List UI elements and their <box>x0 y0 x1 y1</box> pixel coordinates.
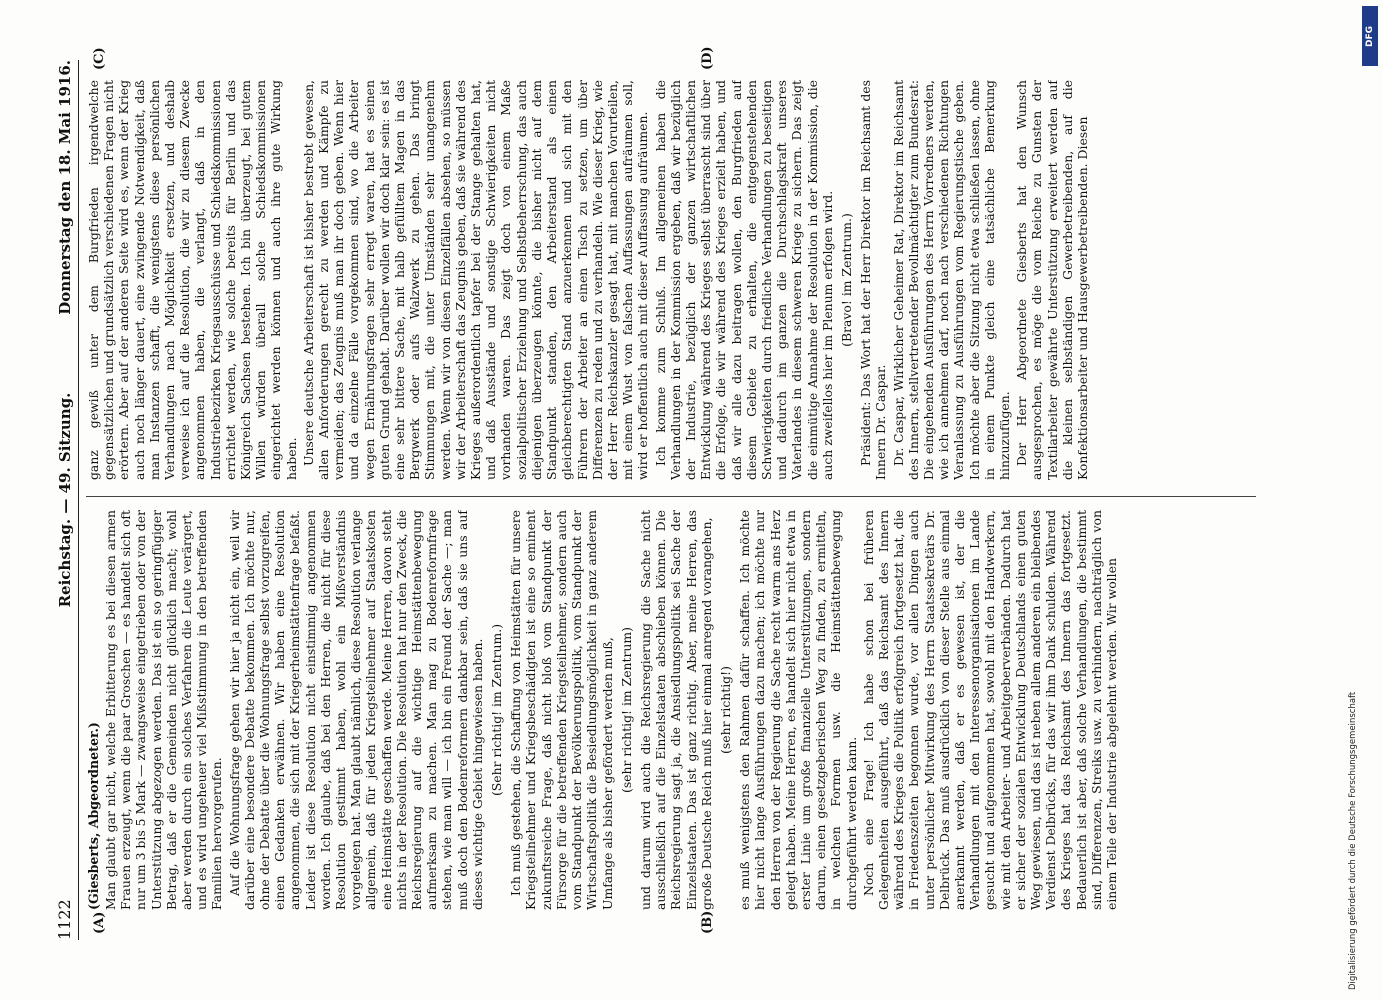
interjection: (Sehr richtig! im Zentrum.) <box>489 623 505 797</box>
running-head <box>52 60 79 940</box>
speaker-tag: (Giesberts, Abgeordneter.) <box>86 722 101 910</box>
margin-mark-b: (B) <box>700 910 715 934</box>
left-column <box>86 510 1256 910</box>
session-title: Reichstag. — 49. Sitzung. <box>56 392 74 608</box>
paragraph: Auf die Wohnungsfrage gehen wir hier ja nicht ein, weil wir darüber eine besondere Debatte bekommen. Ich möchte nur, ohne der Debatte über die Wohnungsfrage selbst vorzugreifen, einen Gedanken erwähnen. Wir haben eine Resolution angenommen, die sich mit der Kriegerheimstättenfrage befaßt. Leider ist diese Resolution nicht einstimmig angenommen worden. Ich glaube, daß bei den Herren, die nicht für diese Resolution gestimmt haben, wohl ein Mißverständnis vorgelegen hat. Man glaubt nämlich, diese Resolution verlange allgemein, daß für jeden Kriegsteilnehmer auf Staatskosten eine Heimstätte geschaffen werde. Meine Herren, davon steht nichts in der Resolution. Die Resolution hat nur den Zweck, die Reichsregierung auf die wichtige Heimstättenbewegung aufmerksam zu machen. Man mag zu Bodenreformfrage stehen, wie man will — ich bin ein Freund der Sache —; man muß doch den Bodenreformern dankbar sein, daß sie uns auf dieses wichtige Gebiet hingewiesen haben. <box>226 510 485 910</box>
interjection: (sehr richtig! im Zentrum) <box>618 627 634 794</box>
page-number: 1122 <box>55 899 74 940</box>
margin-mark-c: (C) <box>92 47 107 70</box>
right-column <box>86 80 1256 480</box>
session-date: Donnerstag den 18. Mai 1916. <box>56 60 74 315</box>
dfg-logo-icon: DFG <box>1362 6 1378 66</box>
paragraph: Der Herr Abgeordnete Giesberts hat den Wunsch ausgesprochen, es möge die vom Reiche zu Gunsten der Textilarbeiter gewährte Unterstützung erweitert werden auf die kleinen selbständigen Gewerbetreibenden, auf die Konfektionsarbeiter und Hausgewerbetreibenden. Diesen <box>1014 80 1090 480</box>
paragraph: es muß wenigstens den Rahmen dafür schaffen. Ich möchte hier nicht lange Ausführungen dazu machen; ich möchte nur den Herren von der Regierung die Sache recht warm ans Herz gelegt haben. Meine Herren, es handelt sich hier nicht etwa in erster Linie um große finanzielle Unterstützungen, sondern darum, einen gesetzgeberischen Weg zu finden, zu ermitteln, in welchen Formen usw. die Heimstättenbewegung durchgeführt werden kann. <box>737 510 859 910</box>
paragraph: und darum wird auch die Reichsregierung die Sache nicht ausschließlich auf die Einzelstaaten abschieben können. Die Reichsregierung sagt ja, die Ansiedlungspolitik sei Sache der Einzelstaaten. Das ist ganz richtig. Aber, meine Herren, das große Deutsche Reich muß hier einmal anregend vorangehen, <box>637 510 714 910</box>
paragraph: Ich muß gestehen, die Schaffung von Heimstätten für unsere Kriegsteilnehmer und Kriegsbeschädigten ist eine so eminent zukunftsreiche Frage, daß nicht bloß vom Standpunkt der Fürsorge für die betreffenden Kriegsteilnehmer, sondern auch vom Standpunkt der Bevölkerungspolitik, vom Standpunkt der Wirtschaftspolitik die Besiedlungsmöglichkeit in ganz anderem Umfange als bisher gefördert werden muß, <box>508 510 615 910</box>
paragraph: Man glaubt gar nicht, welche Erbitterung es bei diesen armen Frauen erzeugt, wenn die paar Groschen — es handelt sich oft nur um 3 bis 5 Mark — zwangsweise eingetrieben oder von der Unterstützung abgezogen werden. Das ist ein so geringfügiger Betrag, daß er die Gemeinden nicht glücklich macht; wohl aber werden durch ein solches Verfahren die Leute verärgert, und es wird ungeheuer viel Mißstimmung in den betreffenden Familien hervorgerufen. <box>103 510 225 910</box>
margin-mark-a: (A) <box>92 911 107 934</box>
interjection: (Bravo! im Zentrum.) <box>838 213 854 347</box>
paragraph: Präsident: Das Wort hat der Herr Direktor im Reichsamt des Innern Dr. Caspar. <box>858 80 889 480</box>
paragraph: Noch eine Frage! Ich habe schon bei früheren Gelegenheiten ausgeführt, daß das Reichsamt des Innern während des Krieges die Politik erfolgreich fortgesetzt hat, die in Friedenszeiten begonnen wurde, vor allen Dingen auch unter persönlicher Mitwirkung des Herrn Staatssekretärs Dr. Delbrück. Das muß ausdrücklich von dieser Stelle aus einmal anerkannt werden, daß er es gewesen ist, der die Verhandlungen mit den Interessenorganisationen im Lande gesucht und aufgenommen hat, sowohl mit den Handwerkern, wie mit den Arbeiter- und Arbeitgeberverbänden. Dadurch hat er sicher der sozialen Entwicklung Deutschlands einen guten Weg gewiesen, und das ist neben allem anderen ein bleibendes Verdienst Delbrücks, für das wir ihm Dank schulden. Während des Krieges hat das Reichsamt des Innern das fortgesetzt. Bedauerlich ist aber, daß solche Verhandlungen, die bestimmt sind, Differenzen, Streiks usw. zu verhindern, nachträglich von einem Teile der Industrie abgelehnt werden. Wir wollen <box>860 510 1119 910</box>
paragraph: Unsere deutsche Arbeiterschaft ist bisher bestrebt gewesen, allen Anforderungen gerecht zu werden und Kämpfe zu vermeiden; das Zeugnis muß man ihr doch geben. Wenn hier und da einzelne Fälle vorgekommen sind, wo die Arbeiter wegen Ernährungsfragen sehr erregt waren, hat es seinen guten Grund gehabt. Darüber wollen wir doch klar sein: es ist eine sehr bittere Sache, mit halb gefülltem Magen in das Bergwerk oder aufs Walzwerk zu gehen. Das bringt Stimmungen mit, die unter Umständen sehr unangenehm werden. Wenn wir von diesen Einzelfällen absehen, so müssen wir der Arbeiterschaft das Zeugnis geben, daß sie während des Krieges außerordentlich tapfer bei der Stange gehalten hat, und daß Ausstände und sonstige Schwierigkeiten nicht vorhanden waren. Das zeigt doch von einem Maße sozialpolitischer Erziehung und Selbstbeherrschung, das auch diejenigen überzeugen könnte, die bisher nicht auf dem Standpunkt standen, den Arbeiterstand als einen gleichberechtigten Stand anzuerkennen und sich mit den Führern der Arbeiter an einen Tisch zu setzen, um über Differenzen zu reden und zu verhandeln. Wie dieser Krieg, wie der Herr Reichskanzler gesagt hat, mit manchen Vorurteilen, mit einem Wust von falschen Auffassungen aufräumen soll, wird er hoffentlich auch mit dieser Auffassung aufräumen. <box>300 80 651 480</box>
paragraph: Ich komme zum Schluß. Im allgemeinen haben die Verhandlungen in der Kommission ergeben, daß wir bezüglich der Industrie, bezüglich der ganzen wirtschaftlichen Entwicklung während des Krieges selbst überrascht sind über die Erfolge, die wir während des Krieges erzielt haben, und daß wir alle dazu beitragen wollen, den Burgfrieden auf diesem Gebiete zu erhalten, die entgegenstehenden Schwierigkeiten durch friedliche Verhandlungen zu beseitigen und dadurch im ganzen die Durchschlagskraft unseres Vaterlandes in diesem schweren Kriege zu sichern. Das zeigt die einmütige Annahme der Resolution in der Kommission, die auch zweifellos hier im Plenum erfolgen wird. <box>652 80 835 480</box>
margin-mark-d: (D) <box>700 46 715 70</box>
digitization-credit: Digitalisierung gefördert durch die Deutsche Forschungsgemeinschaft <box>1348 691 1358 990</box>
interjection: (sehr richtig!) <box>717 666 733 754</box>
paragraph: Dr. Caspar, Wirklicher Geheimer Rat, Direktor im Reichsamt des Innern, stellvertretender Bevollmächtigter zum Bundesrat: Die eingehenden Ausführungen des Herrn Vorredners werden, wie ich annehmen darf, noch nach verschiedenen Richtungen Veranlassung zu Ausführungen vom Regierungstische geben. Ich möchte aber die Sitzung nicht etwa schließen lassen, ohne in einem Punkte gleich eine tatsächliche Bemerkung hinzuzufügen. <box>890 80 1012 480</box>
paragraph: ganz gewiß unter dem Burgfrieden irgendwelche gegensätzlichen und grundsätzlich verschiedenen Fragen nicht erörtern. Aber auf der anderen Seite wird es, wenn der Krieg auch noch länger dauert, eine zwingende Notwendigkeit, daß man Instanzen schafft, die wenigstens diese persönlichen Verhandlungen nach Möglichkeit ersetzen, und deshalb verweise ich auf die Resolution, die wir zu diesem Zwecke angenommen haben, die verlangt, daß in den Industriebezirken Kriegsausschüsse und Schiedskommissionen errichtet werden, wie solche bereits für Berlin und das Königreich Sachsen bestehen. Ich bin überzeugt, bei gutem Willen würden überall solche Schiedskommissionen eingerichtet werden können und auch ihre gute Wirkung haben. <box>86 80 299 480</box>
column-divider <box>86 496 1256 497</box>
